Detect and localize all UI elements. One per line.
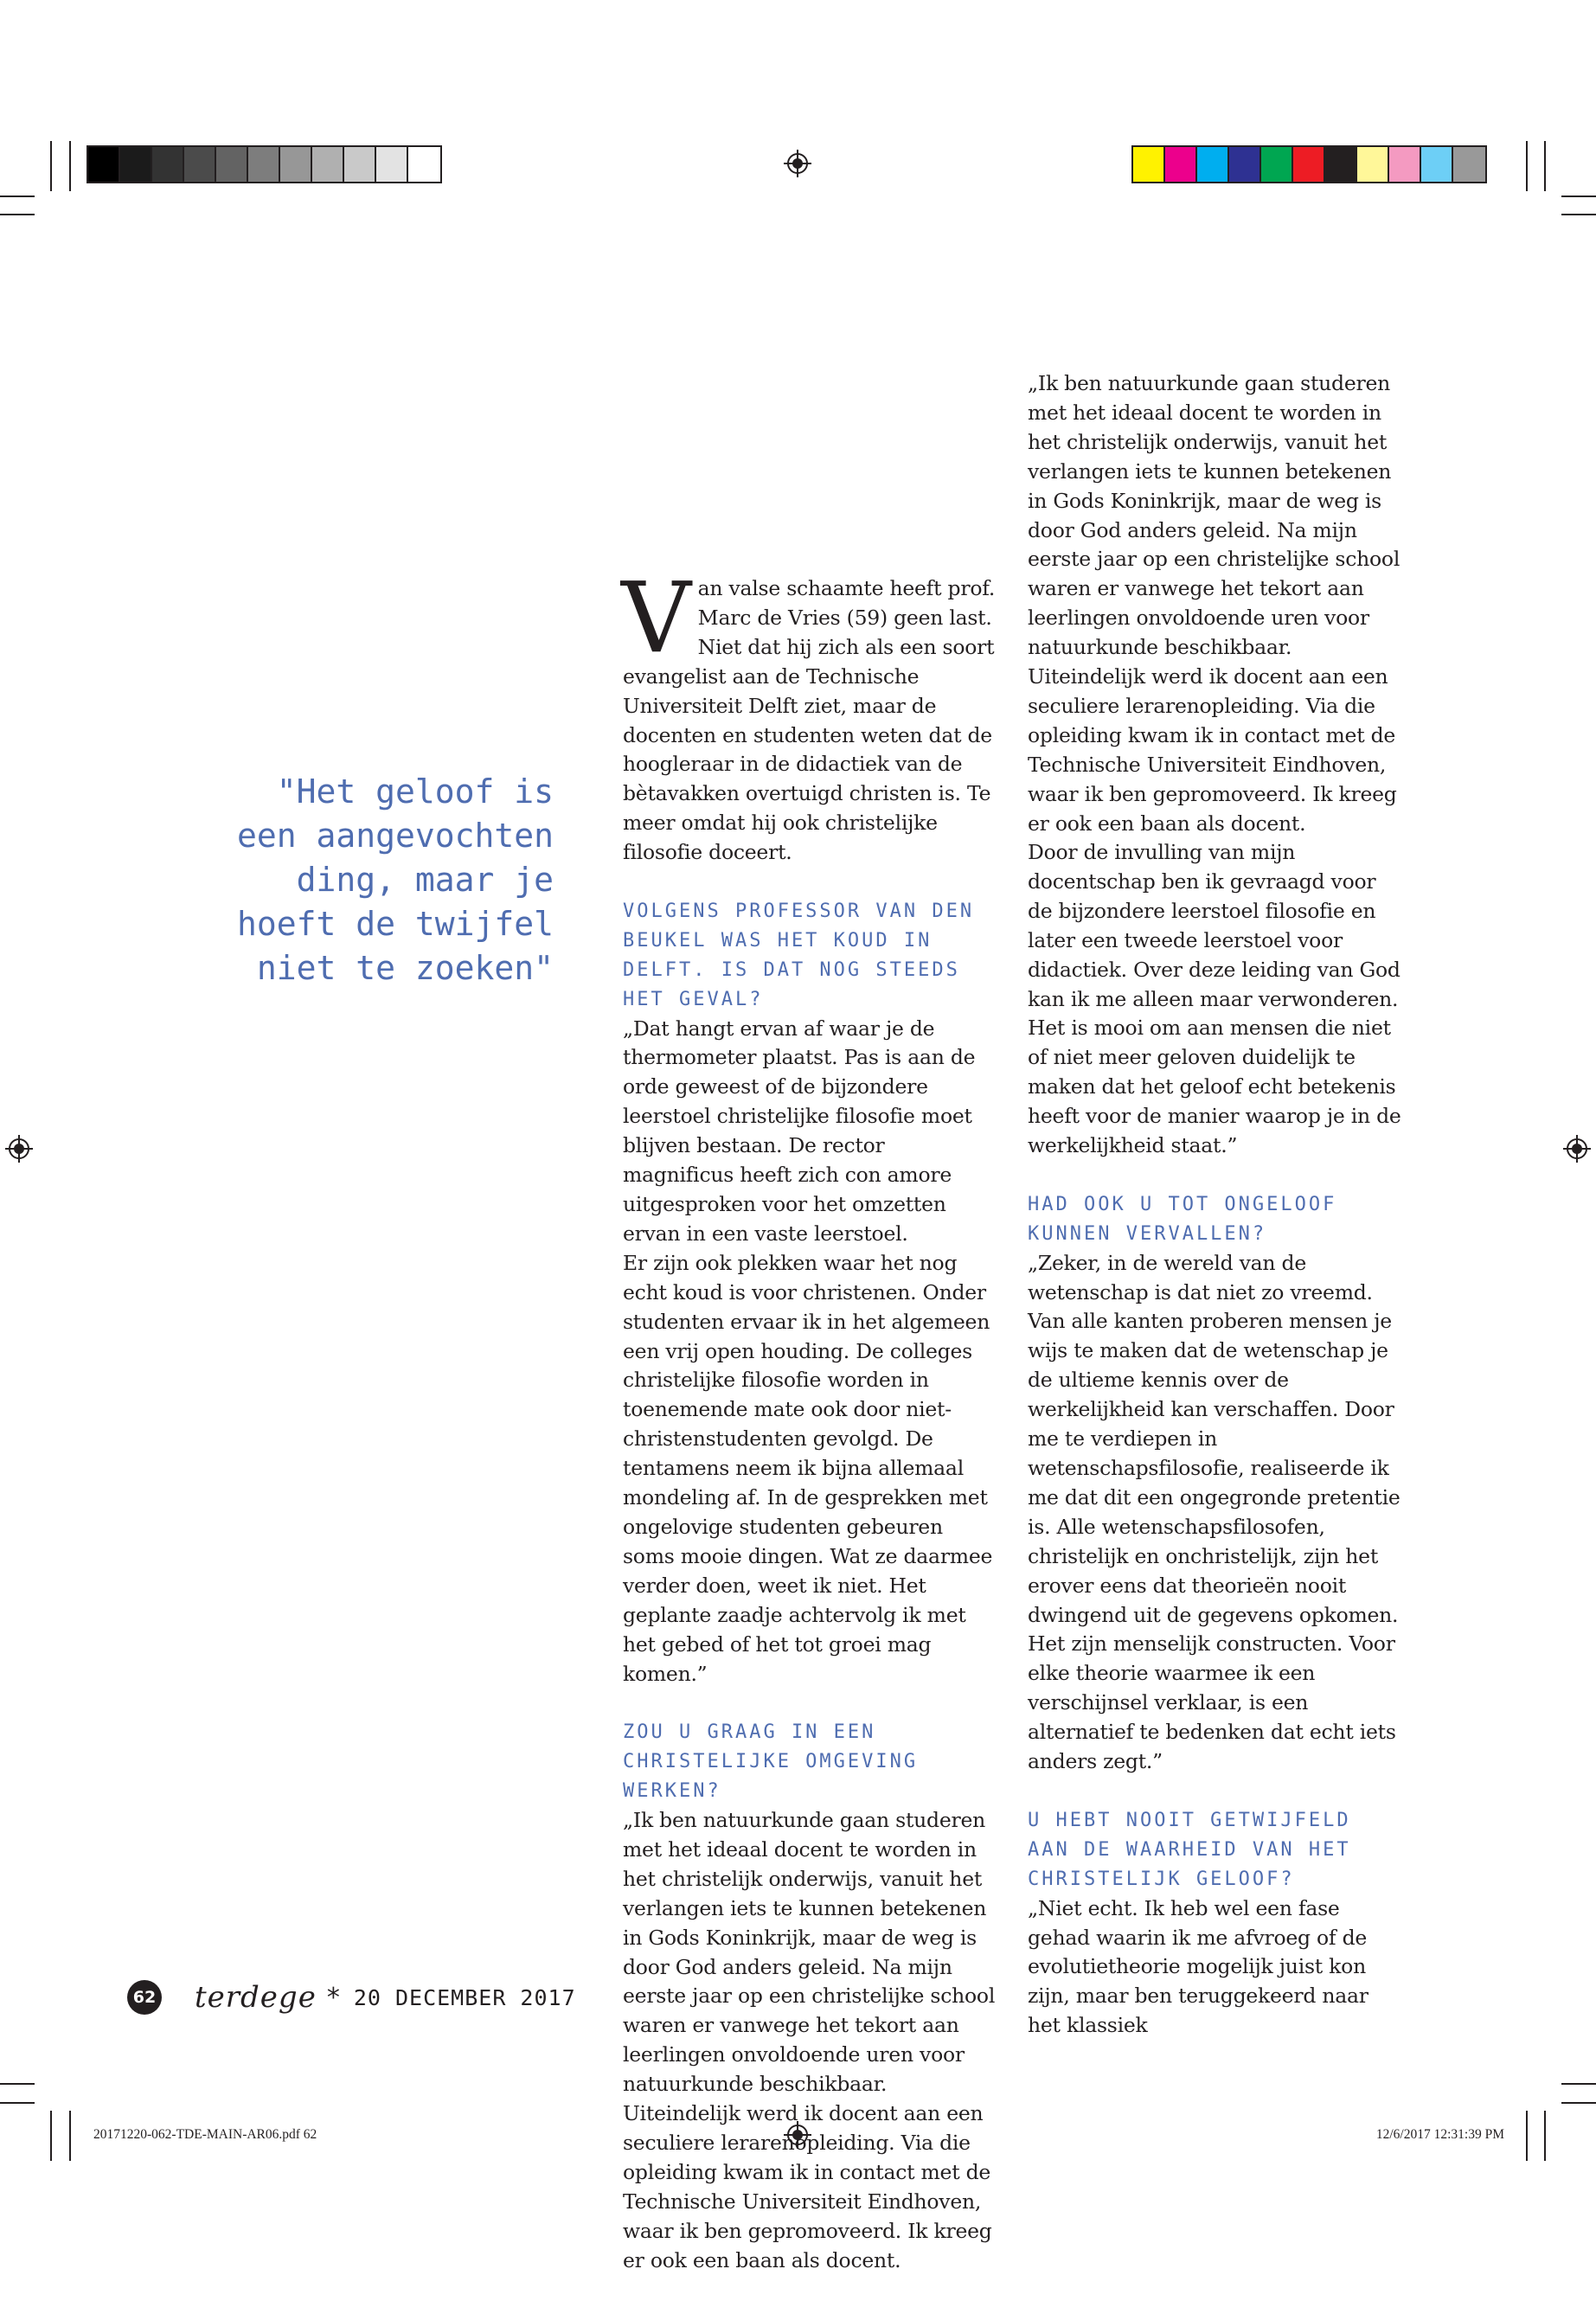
color-swatch — [344, 147, 376, 182]
crop-mark — [69, 141, 71, 191]
color-swatch — [1293, 147, 1325, 182]
crop-mark — [69, 2111, 71, 2161]
pull-quote: "Het geloof is een aangevochten ding, maar je hoeft de twijfel niet te zoeken" — [236, 772, 554, 987]
crop-mark — [50, 141, 52, 191]
crop-mark — [0, 2083, 35, 2085]
magazine-logo: terdege — [195, 1980, 317, 2015]
color-swatch — [1421, 147, 1453, 182]
color-swatch — [152, 147, 184, 182]
issue-date: 20 DECEMBER 2017 — [353, 1984, 576, 2010]
crop-mark — [1561, 2102, 1596, 2104]
gray-color-bar — [87, 145, 442, 183]
asterisk-separator: * — [326, 1982, 340, 2013]
answer-paragraph: Door de invulling van mijn docentschap ben ik gevraagd voor de bijzondere leerstoel filosofie en later een tweede leerstoel voor didactiek. Over deze leiding van God kan ik me alleen maar verwonderen. Het is mooi om aan mensen die niet of niet meer geloven duidelijk te maken dat het geloof echt betekenis heeft voor de manier waarop je in de werkelijkheid staat.” — [1028, 840, 1401, 1158]
crop-mark — [0, 214, 35, 215]
slug-filename: 20171220-062-TDE-MAIN-AR06.pdf 62 — [93, 2127, 317, 2142]
crop-mark — [1544, 2111, 1546, 2161]
crop-mark — [1561, 214, 1596, 215]
page-footer — [127, 1979, 576, 2016]
crop-mark — [1561, 2083, 1596, 2085]
answer-paragraph: „Niet echt. Ik heb wel een fase gehad waarin ik me afvroeg of de evolutietheorie mogelijk juist kon zijn, maar ben teruggekeerd naar het klassiek — [1028, 1895, 1368, 2038]
answer-paragraph-continued: „Ik ben natuurkunde gaan studeren met het ideaal docent te worden in het christelijk onderwijs, vanuit het verlangen iets te kunnen betekenen in Gods Koninkrijk, maar de weg is door God anders geleid. Na mijn eerste jaar op een christelijke school waren er vanwege het tekort aan leerlingen onvoldoende uren voor natuurkunde beschikbaar. Uiteindelijk werd ik docent aan een seculiere lerarenopleiding. Via die opleiding kwam ik in contact met de Technische Universiteit Eindhoven, waar ik ben gepromoveerd. Ik kreeg er ook een baan als docent. — [1028, 371, 1401, 836]
interview-question: VOLGENS PROFESSOR VAN DEN BEUKEL WAS HET KOUD IN DELFT. IS DAT NOG STEEDS HET GEVAL? — [623, 900, 975, 1010]
crop-mark — [1526, 2111, 1528, 2161]
color-swatch — [1197, 147, 1229, 182]
crop-mark — [1526, 141, 1528, 191]
crop-mark — [1544, 141, 1546, 191]
color-swatch — [1389, 147, 1421, 182]
color-swatch — [1165, 147, 1197, 182]
article-column-1 — [621, 562, 997, 2272]
answer-paragraph: „Ik ben natuurkunde gaan studeren met het ideaal docent te worden in het christelijk onderwijs, vanuit het verlangen iets te kunnen betekenen in Gods Koninkrijk, maar de weg is door God anders geleid. Na mijn eerste jaar op een christelijke school waren er vanwege het tekort aan leerlingen onvoldoende uren voor natuurkunde beschikbaar. Uiteindelijk werd ik docent aan een seculiere lerarenopleiding. Via die opleiding kwam ik in contact met de Technische Universiteit Eindhoven, waar ik ben gepromoveerd. Ik kreeg er ook een baan als docent. — [623, 1808, 996, 2272]
process-color-bar — [1131, 145, 1487, 183]
color-swatch — [1261, 147, 1293, 182]
color-swatch — [248, 147, 280, 182]
color-swatch — [312, 147, 344, 182]
registration-mark-icon — [5, 1135, 33, 1163]
color-swatch — [1229, 147, 1261, 182]
answer-paragraph: Er zijn ook plekken waar het nog echt koud is voor christenen. Onder studenten ervaar ik in het algemeen een vrij open houding. De colleges christelijke filosofie worden in toenemende mate ook door niet-christenstudenten gevolgd. De tentamens neem ik bijna allemaal mondeling af. In de gesprekken met ongelovige studenten gebeuren soms mooie dingen. Wat ze daarmee verder doen, weet ik niet. Het geplante zaadje achtervolg ik met het gebed of het tot groei mag komen.” — [623, 1250, 993, 1686]
interview-question: U HEBT NOOIT GETWIJFELD AAN DE WAARHEID VAN HET CHRISTELIJK GELOOF? — [1028, 1809, 1351, 1890]
color-swatch — [88, 147, 120, 182]
interview-question: ZOU U GRAAG IN EEN CHRISTELIJKE OMGEVING WERKEN? — [623, 1721, 919, 1803]
crop-mark — [0, 195, 35, 197]
crop-mark — [0, 2102, 35, 2104]
color-swatch — [1453, 147, 1485, 182]
registration-mark-icon — [1563, 1135, 1591, 1163]
slug-timestamp: 12/6/2017 12:31:39 PM — [1375, 2127, 1504, 2142]
color-swatch — [280, 147, 312, 182]
crop-mark — [50, 2111, 52, 2161]
answer-paragraph: „Dat hangt ervan af waar je de thermometer plaatst. Pas is aan de orde geweest of de bijzondere leerstoel christelijke filosofie moet blijven bestaan. De rector magnificus heeft zich con amore uitgesproken voor het omzetten ervan in een vaste leerstoel. — [623, 1016, 976, 1246]
color-swatch — [216, 147, 248, 182]
color-swatch — [1133, 147, 1165, 182]
interview-question: HAD OOK U TOT ONGELOOF KUNNEN VERVALLEN? — [1028, 1193, 1337, 1245]
article-intro: Van valse schaamte heeft prof. Marc de Vries (59) geen last. Niet dat hij zich als een soort evangelist aan de Technische Universiteit Delft ziet, maar de docenten en studenten weten dat de hoogleraar in de didactiek van de bètavakken overtuigd christen is. Te meer omdat hij ook christelijke filosofie doceert. — [621, 562, 996, 865]
article-column-2 — [1028, 371, 1401, 2041]
color-swatch — [120, 147, 152, 182]
page-number: 62 — [127, 1980, 162, 2015]
color-swatch — [1325, 147, 1357, 182]
color-swatch — [1357, 147, 1389, 182]
registration-mark-icon — [784, 150, 811, 177]
answer-paragraph: „Zeker, in de wereld van de wetenschap is dat niet zo vreemd. Van alle kanten proberen mensen je wijs te maken dat de wetenschap je de ultieme kennis over de werkelijkheid kan verschaffen. Door me te verdiepen in wetenschapsfilosofie, realiseerde ik me dat dit een ongegronde pretentie is. Alle wetenschapsfilosofen, christelijk en onchristelijk, zijn het erover eens dat theorieën nooit dwingend uit de gegevens opkomen. Het zijn menselijk constructen. Voor elke theorie waarmee ik een verschijnsel verklaar, is een alternatief te bedenken dat echt iets anders zegt.” — [1028, 1250, 1401, 1774]
drop-cap: V — [621, 562, 691, 675]
color-swatch — [408, 147, 440, 182]
color-swatch — [376, 147, 408, 182]
color-swatch — [184, 147, 216, 182]
crop-mark — [1561, 195, 1596, 197]
